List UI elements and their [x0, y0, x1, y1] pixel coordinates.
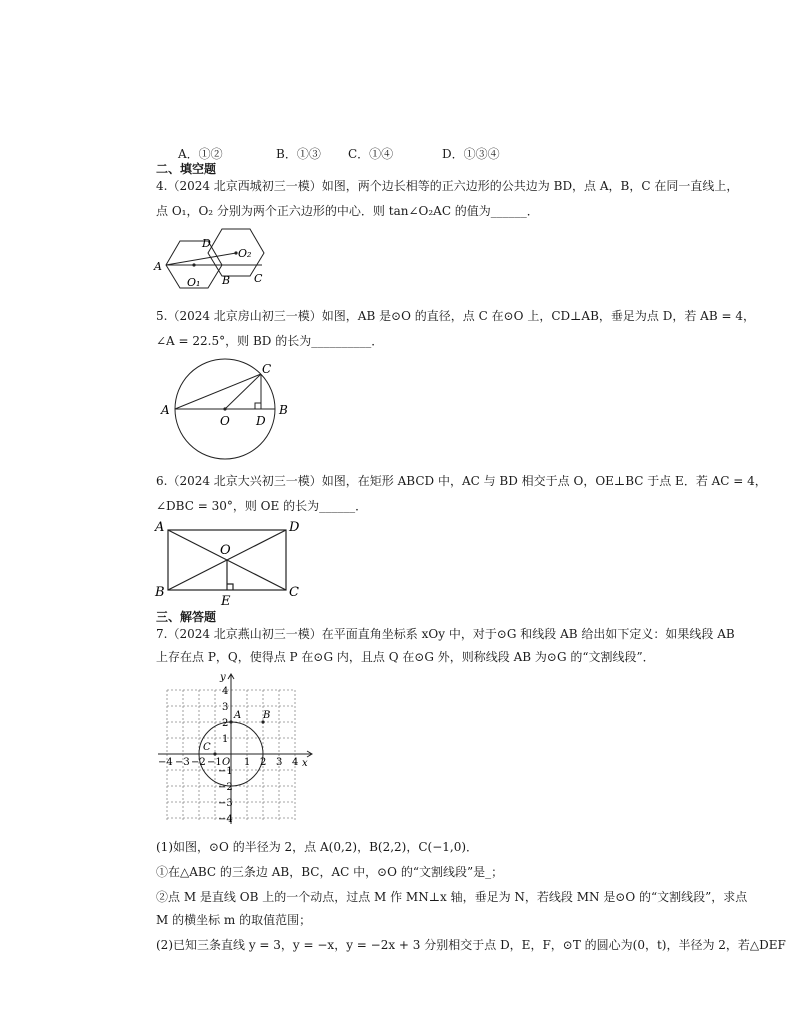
label-o1: O₁ [187, 276, 201, 289]
option-a: A．①② [178, 147, 223, 161]
label-b: B [279, 403, 288, 417]
line-ao2 [166, 253, 236, 265]
q6-line-2: ∠DBC = 30°，则 OE 的长为______． [156, 499, 368, 513]
label-e: E [221, 594, 231, 609]
x-tick: 2 [260, 757, 267, 768]
q6-line-1: 6.（2024 北京大兴初三一模）如图，在矩形 ABCD 中，AC 与 BD 相交于点 O，OE⊥BC 于点 E．若 AC = 4， [156, 474, 767, 488]
label-y: y [220, 672, 226, 683]
label-b: B [263, 710, 271, 721]
x-tick: −1 [207, 757, 222, 768]
y-tick: −1 [218, 766, 233, 777]
q7-part-2: (2)已知三条直线 y = 3，y = −x，y = −2x + 3 分别相交于点 D，E，F，⊙T 的圆心为(0，t)，半径为 2，若△DEF [156, 938, 786, 952]
label-o: O [220, 414, 230, 428]
section-solve-heading: 三、解答题 [156, 610, 217, 624]
x-tick: −2 [191, 757, 206, 768]
chord-ac [175, 374, 261, 409]
q6-rectangle-figure [152, 516, 312, 609]
label-a: A [161, 403, 170, 417]
q7-part-1: (1)如图，⊙O 的半径为 2，点 A(0,2)，B(2,2)，C(−1,0)． [156, 840, 479, 854]
y-tick: 3 [222, 702, 229, 713]
label-b: B [155, 585, 165, 600]
right-angle-mark [255, 403, 261, 409]
q4-line-2: 点 O₁，O₂ 分别为两个正六边形的中心．则 tan∠O₂AC 的值为______． [156, 204, 539, 218]
label-a: A [234, 710, 242, 721]
q7-part-1-item-2-cont: M 的横坐标 m 的取值范围； [156, 913, 312, 927]
x-tick: 1 [244, 757, 251, 768]
label-o: O [220, 543, 231, 558]
label-d: D [202, 237, 211, 250]
q7-part-1-item-2: ②点 M 是直线 OB 上的一个动点，过点 M 作 MN⊥x 轴，垂足为 N，若线段 MN 是⊙O 的“文割线段”，求点 [156, 890, 748, 904]
q7-part-1-item-1: ①在△ABC 的三条边 AB，BC，AC 中，⊙O 的“文割线段”是_； [156, 865, 504, 879]
label-a: A [154, 260, 162, 273]
q7-line-1: 7.（2024 北京燕山初三一模）在平面直角坐标系 xOy 中，对于⊙G 和线段 AB 给出如下定义：如果线段 AB [156, 627, 735, 641]
segment-oc [225, 374, 261, 409]
label-c: C [262, 362, 272, 376]
x-tick: 4 [292, 757, 299, 768]
q7-coordinate-figure [152, 668, 322, 828]
y-tick: 1 [222, 734, 229, 745]
label-c: C [254, 272, 263, 285]
label-o2: O₂ [238, 247, 252, 260]
label-a: A [155, 520, 165, 535]
q4-line-1: 4.（2024 北京西城初三一模）如图，两个边长相等的正六边形的公共边为 BD，点 A，B，C 在同一直线上， [156, 179, 739, 193]
label-c: C [289, 585, 299, 600]
section-fill-blank-heading: 二、填空题 [156, 162, 217, 176]
label-d: D [256, 414, 266, 428]
label-o: O [222, 757, 231, 768]
y-tick: −2 [218, 782, 233, 793]
y-tick: −3 [218, 798, 233, 809]
q7-line-2: 上存在点 P，Q，使得点 P 在⊙G 内，且点 Q 在⊙G 外，则称线段 AB 为⊙G 的“文割线段”． [156, 650, 655, 664]
y-tick: 4 [222, 686, 229, 697]
y-tick: −4 [218, 814, 233, 825]
x-tick: 3 [276, 757, 283, 768]
q5-circle-figure [158, 354, 298, 464]
label-x: x [302, 758, 308, 769]
option-c: C．①④ [348, 147, 394, 161]
label-c: C [203, 742, 211, 753]
label-b: B [222, 274, 231, 287]
y-tick: 2 [222, 718, 229, 729]
x-tick: −3 [175, 757, 190, 768]
q4-hexagon-figure [150, 224, 280, 294]
q5-line-1: 5.（2024 北京房山初三一模）如图，AB 是⊙O 的直径，点 C 在⊙O 上，CD⊥AB，垂足为点 D，若 AB = 4， [156, 309, 755, 323]
option-b: B．①③ [276, 147, 321, 161]
option-d: D．①③④ [442, 147, 500, 161]
q5-line-2: ∠A = 22.5°，则 BD 的长为__________． [156, 334, 384, 348]
right-angle-mark [227, 584, 233, 590]
x-tick: −4 [158, 757, 173, 768]
label-d: D [289, 520, 300, 535]
